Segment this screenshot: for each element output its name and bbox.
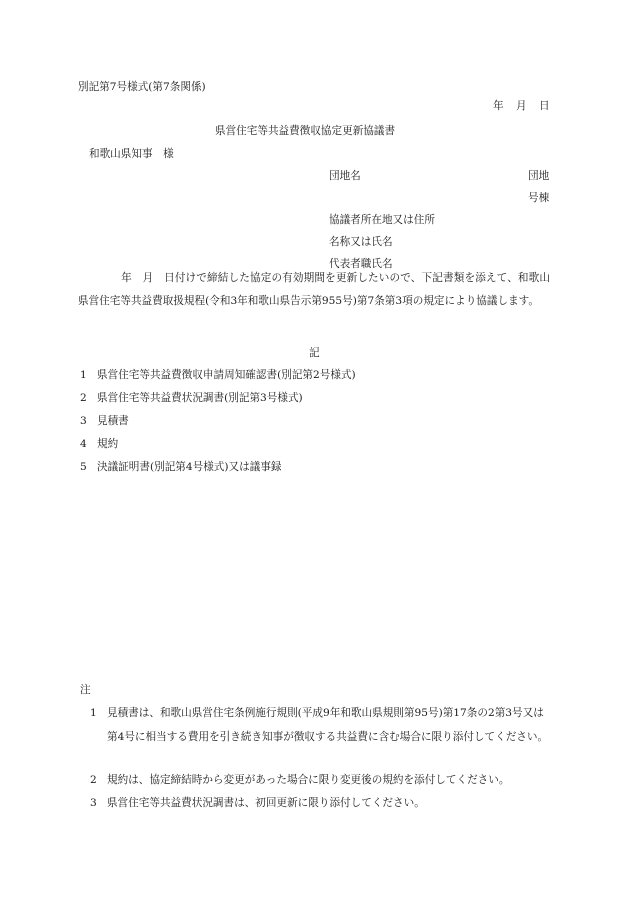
representative-label: 代表者職氏名 (329, 258, 393, 270)
form-label: 別記第7号様式(第7条関係) (78, 81, 206, 93)
list-item: 5 決議証明書(別記第4号様式)又は議事録 (80, 461, 282, 473)
notes-heading: 注 (80, 684, 91, 696)
addressee: 和歌山県知事 様 (89, 148, 174, 160)
name-label: 名称又は氏名 (329, 236, 393, 248)
date-year-label: 年 (493, 100, 504, 112)
building-suffix: 号棟 (528, 192, 550, 204)
note-item: 2 規約は、協定締結時から変更があった場合に限り変更後の規約を添付してください。 (90, 774, 510, 786)
ki-marker: 記 (309, 347, 320, 359)
body-paragraph (78, 267, 550, 312)
date-month-label: 月 (516, 100, 527, 112)
body-text: 年 月 日付けで締結した協定の有効期間を更新したいので、下記書類を添えて、和歌山県営住宅等共益費取扱規程(令和3年和歌山県告示第955号)第7条第3項の規定により協議します。 (78, 272, 550, 307)
date-day-label: 日 (539, 100, 550, 112)
address-label: 協議者所在地又は住所 (329, 214, 435, 226)
note-item: 1 見積書は、和歌山県営住宅条例施行規則(平成9年和歌山県規則第95号)第17条の2第3号又は第4号に相当する費用を引き続き知事が徴収する共益費に含む場合に限り添付してください。 (90, 707, 549, 743)
list-item: 3 見積書 (80, 415, 129, 427)
document-title: 県営住宅等共益費徴収協定更新協議書 (215, 125, 396, 137)
complex-name-label: 団地名 (329, 170, 361, 182)
list-item: 4 規約 (80, 438, 119, 450)
list-item: 1 県営住宅等共益費徴収申請周知確認書(別記第2号様式) (80, 369, 356, 381)
complex-suffix: 団地 (528, 170, 550, 182)
note-item: 3 県営住宅等共益費状況調書は、初回更新に限り添付してください。 (90, 797, 425, 809)
list-item: 2 県営住宅等共益費状況調書(別記第3号様式) (80, 392, 303, 404)
